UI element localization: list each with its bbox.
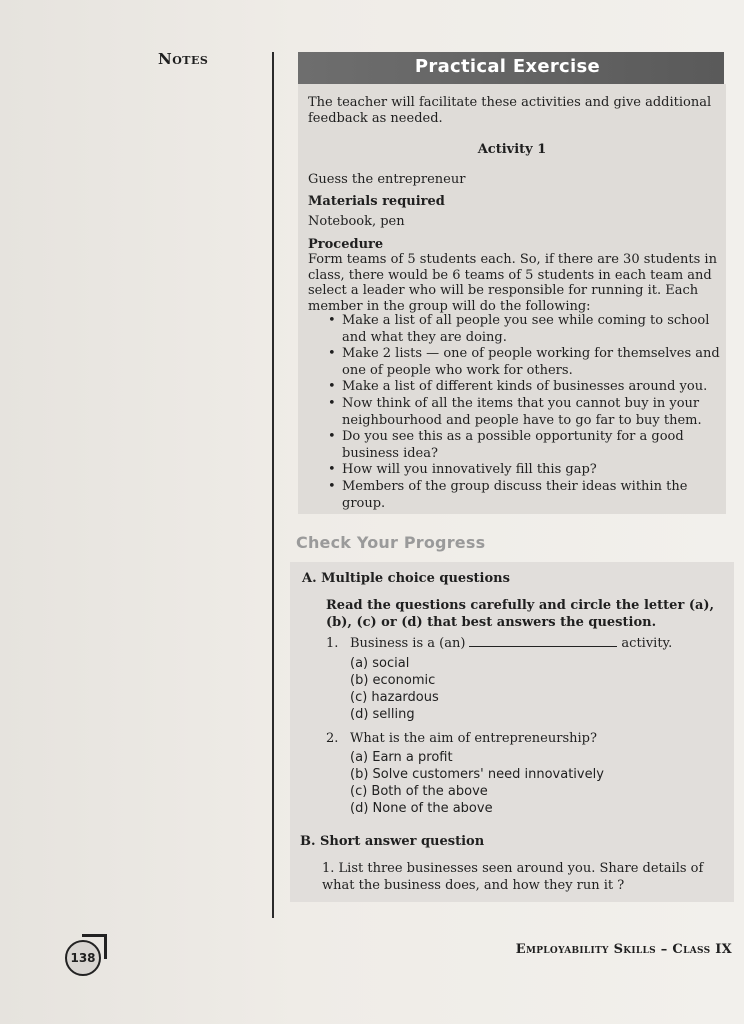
q2-option-b: (b) Solve customers' need innovatively <box>350 767 604 782</box>
q1-option-c: (c) hazardous <box>350 690 439 705</box>
check-progress-title: Check Your Progress <box>296 533 486 552</box>
notes-label: Notes <box>158 50 209 68</box>
list-item: • How will you innovatively fill this gap? <box>328 462 730 479</box>
practical-exercise-banner <box>298 52 724 84</box>
q1-blank <box>469 636 617 647</box>
section-a-heading: A. Multiple choice questions <box>302 571 510 586</box>
list-item: • Make 2 lists — one of people working for themselves and one of people who work for others. <box>328 346 730 379</box>
list-item: • Make a list of different kinds of businesses around you. <box>328 379 730 396</box>
list-item: • Members of the group discuss their ideas within the group. <box>328 479 730 512</box>
page-number: 138 <box>70 951 96 965</box>
q2-option-c: (c) Both of the above <box>350 784 488 799</box>
activity-name: Guess the entrepreneur <box>308 172 466 187</box>
q1-option-b: (b) economic <box>350 673 436 688</box>
notes-divider <box>272 52 274 918</box>
materials-text: Notebook, pen <box>308 214 405 229</box>
q1-number: 1. <box>326 636 339 651</box>
q2-text: What is the aim of entrepreneurship? <box>350 731 597 746</box>
q1-text <box>350 636 730 652</box>
activity-title: Activity 1 <box>477 142 547 157</box>
section-b-heading: B. Short answer question <box>300 834 485 849</box>
procedure-heading: Procedure <box>308 237 384 252</box>
practical-exercise-title: Practical Exercise <box>414 56 600 77</box>
section-b-question: 1. List three businesses seen around you. Share details of what the business does, and how they run it ? <box>322 861 704 893</box>
list-item: • Now think of all the items that you cannot buy in your neighbourhood and people have to go far to buy them. <box>328 396 730 429</box>
q2-number: 2. <box>326 731 339 746</box>
q1-prefix: Business is a (an) <box>350 636 466 651</box>
q2-option-d: (d) None of the above <box>350 801 493 816</box>
q2-option-a: (a) Earn a profit <box>350 750 453 765</box>
q1-suffix: activity. <box>621 636 673 651</box>
page-number-badge <box>65 940 101 976</box>
section-a-instruction: Read the questions carefully and circle the letter (a), (b), (c) or (d) that best answers the question. <box>326 598 715 630</box>
list-item: • Do you see this as a possible opportunity for a good business idea? <box>328 429 730 462</box>
procedure-list <box>328 313 730 512</box>
book-title-footer: Employability Skills – Class IX <box>515 942 732 957</box>
q1-option-d: (d) selling <box>350 707 415 722</box>
procedure-text: Form teams of 5 students each. So, if there are 30 students in class, there would be 6 teams of 5 students in each team and select a leader who will be responsible for running it. Each member in the group will do the following: <box>308 252 717 314</box>
q1-option-a: (a) social <box>350 656 410 671</box>
materials-heading: Materials required <box>308 194 445 209</box>
list-item: • Make a list of all people you see while coming to school and what they are doing. <box>328 313 730 346</box>
intro-text: The teacher will facilitate these activities and give additional feedback as needed. <box>308 95 712 126</box>
